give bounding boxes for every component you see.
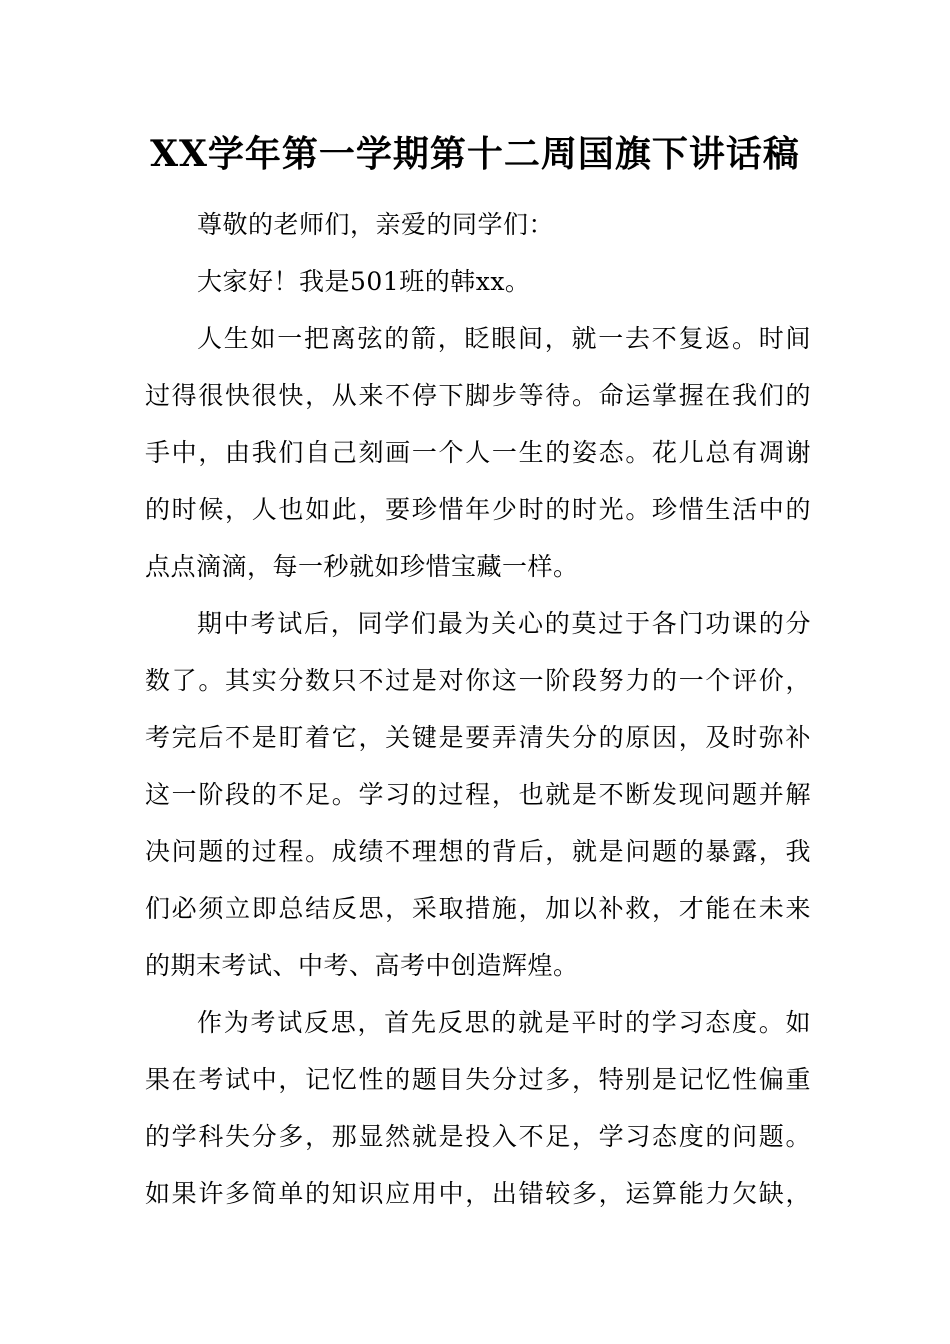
text-line: 大家好！我是501班的韩xx。 [197, 267, 531, 296]
text-line: 的学科失分多，那显然就是投入不足，学习态度的问题。 [145, 1122, 811, 1151]
text-line: 点点滴滴，每一秒就如珍惜宝藏一样。 [145, 552, 579, 581]
document-title: XX学年第一学期第十二周国旗下讲话稿 [150, 133, 800, 175]
text-line: 作为考试反思，首先反思的就是平时的学习态度。如 [197, 1008, 811, 1037]
text-line: 决问题的过程。成绩不理想的背后，就是问题的暴露，我 [145, 837, 811, 866]
text-line: 数了。其实分数只不过是对你这一阶段努力的一个评价， [145, 666, 811, 695]
text-line: 尊敬的老师们，亲爱的同学们： [197, 210, 555, 239]
text-line: 考完后不是盯着它，关键是要弄清失分的原因，及时弥补 [145, 723, 811, 752]
text-line: 的期末考试、中考、高考中创造辉煌。 [145, 951, 579, 980]
text-line: 果在考试中，记忆性的题目失分过多，特别是记忆性偏重 [145, 1065, 811, 1094]
text-line: 的时候，人也如此，要珍惜年少时的时光。珍惜生活中的 [145, 495, 811, 524]
text-line: 过得很快很快，从来不停下脚步等待。命运掌握在我们的 [145, 381, 811, 410]
text-line: 期中考试后，同学们最为关心的莫过于各门功课的分 [197, 609, 811, 638]
text-line: 人生如一把离弦的箭，眨眼间，就一去不复返。时间 [197, 324, 811, 353]
text-line: 手中，由我们自己刻画一个人一生的姿态。花儿总有凋谢 [145, 438, 811, 467]
text-line: 们必须立即总结反思，采取措施，加以补救，才能在未来 [145, 894, 811, 923]
text-line: 如果许多简单的知识应用中，出错较多，运算能力欠缺， [145, 1179, 811, 1208]
text-line: 这一阶段的不足。学习的过程，也就是不断发现问题并解 [145, 780, 811, 809]
document-body [145, 196, 811, 1222]
